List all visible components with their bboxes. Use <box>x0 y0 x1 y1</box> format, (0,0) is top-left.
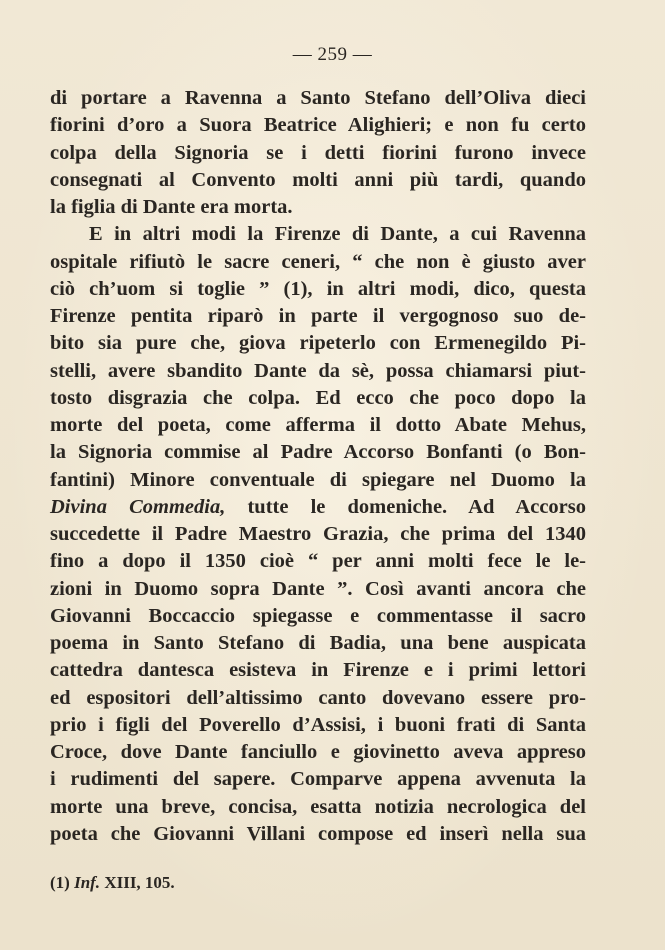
footnote-text: XIII, 105. <box>104 873 175 892</box>
text-line: E in altri modi la Firenze di Dante, a cui Ravenna <box>89 223 586 246</box>
text-line: ed espositori dell’altissimo canto dovevano essere pro- <box>50 686 586 709</box>
text-line: prio i figli del Poverello d’Assisi, i buoni frati di Santa <box>50 713 586 736</box>
text-line: morte del poeta, come afferma il dotto Abate Mehus, <box>50 414 586 436</box>
text-line: Giovanni Boccaccio spiegasse e commentasse il sacro <box>50 604 586 627</box>
text-line: ciò ch’uom si toglie ” (1), in altri modi, dico, questa <box>50 277 586 300</box>
text-fragment: tutte le domeniche. Ad Accorso <box>225 495 586 518</box>
text-line: fantini) Minore conventuale di spiegare nel Duomo la <box>50 468 586 491</box>
text-line: succedette il Padre Maestro Grazia, che prima del 1340 <box>50 523 586 545</box>
text-line: cattedra dantesca esisteva in Firenze e i primi lettori <box>50 659 586 682</box>
text-line: consegnati al Convento molti anni più tardi, quando <box>50 168 586 191</box>
text-line: bito sia pure che, giova ripeterlo con Ermenegildo Pi- <box>50 332 586 355</box>
italic-title: Divina Commedia, <box>50 495 226 518</box>
text-line: poema in Santo Stefano di Badia, una bene auspicata <box>50 632 586 654</box>
text-line: morte una breve, concisa, esatta notizia necrologica del <box>50 795 586 818</box>
text-line-with-title <box>50 494 586 521</box>
page-number: — 259 — <box>292 44 373 65</box>
text-line: di portare a Ravenna a Santo Stefano dell’Oliva dieci <box>50 87 586 109</box>
text-line: stelli, avere sbandito Dante da sè, possa chiamarsi piut- <box>50 359 586 382</box>
text-line: fiorini d’oro a Suora Beatrice Alighieri; e non fu certo <box>50 114 586 137</box>
text-line: Firenze pentita riparò in parte il vergognoso suo de- <box>50 305 586 327</box>
text-line: i rudimenti del sapere. Comparve appena avvenuta la <box>50 768 586 791</box>
text-line: zioni in Duomo sopra Dante ”. Così avanti ancora che <box>50 577 586 600</box>
text-line: fino a dopo il 1350 cioè “ per anni molti fece le le- <box>50 550 586 573</box>
text-line: ospitale rifiutò le sacre ceneri, “ che non è giusto aver <box>50 250 586 273</box>
text-line: poeta che Giovanni Villani compose ed inserì nella sua <box>50 822 586 845</box>
text-line: colpa della Signoria se i detti fiorini furono invece <box>50 141 586 164</box>
footnote-ref: Inf. <box>74 873 101 892</box>
text-line: la Signoria commise al Padre Accorso Bonfanti (o Bon- <box>50 441 586 464</box>
footnote <box>50 873 175 893</box>
text-line: la figlia di Dante era morta. <box>50 196 293 218</box>
text-line: Croce, dove Dante fanciullo e giovinetto aveva appreso <box>50 741 586 763</box>
body-text <box>50 85 586 848</box>
text-line: tosto disgrazia che colpa. Ed ecco che poco dopo la <box>50 386 586 409</box>
footnote-marker: (1) <box>50 873 70 892</box>
